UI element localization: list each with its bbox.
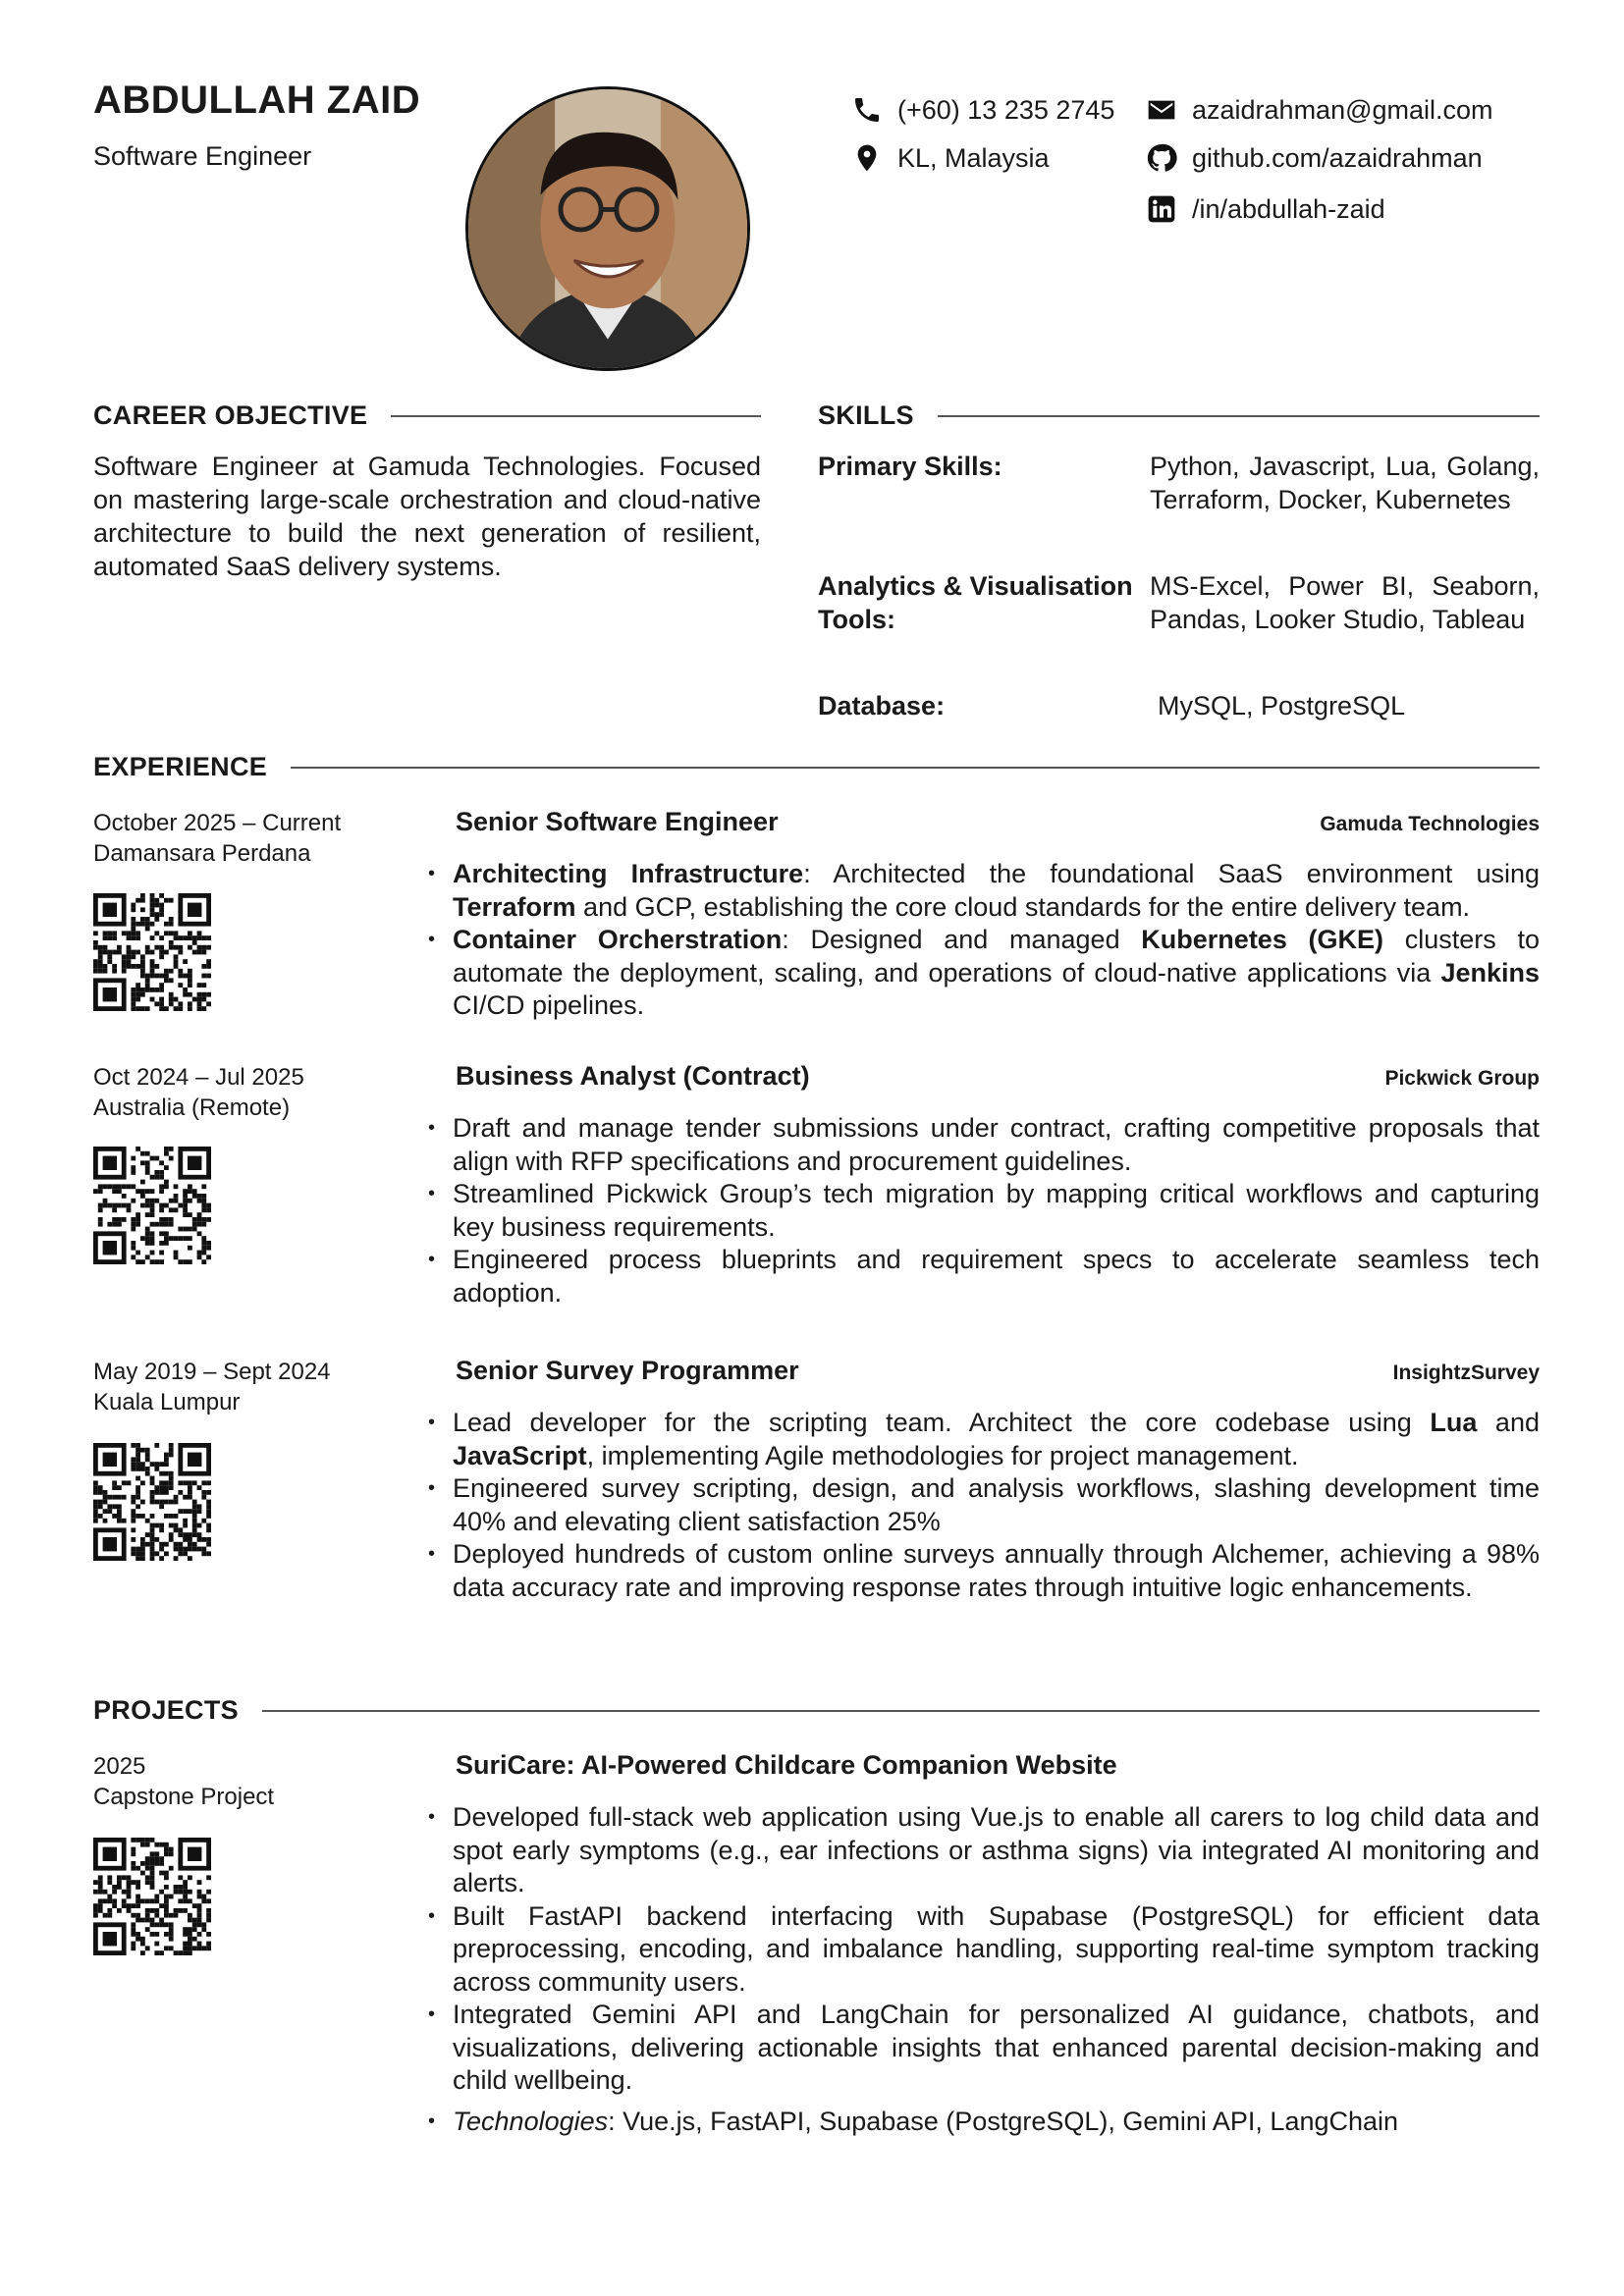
skill-label: Database:: [818, 691, 946, 721]
job-meta: [93, 808, 341, 869]
linkedin-icon: [1145, 192, 1178, 226]
section-divider: [391, 415, 761, 417]
candidate-title: Software Engineer: [93, 141, 312, 171]
phone-icon: [850, 93, 884, 127]
job-title: Senior Software Engineer: [456, 807, 779, 836]
skill-row-database: [818, 689, 1540, 722]
bullet-item: • Integrated Gemini API and LangChain for personalized AI guidance, chatbots, and visualizations, delivering actionable insights that enhanced parental decision-making and child wellbeing.: [428, 1999, 1540, 2098]
job-meta: [93, 1357, 331, 1417]
qr-code-icon: [93, 1147, 211, 1264]
bullet-item: • Lead developer for the scripting team. Architect the core codebase using Lua and JavaScript, implementing Agile methodologies for project management.: [428, 1407, 1540, 1472]
section-header-skills: [818, 400, 1540, 431]
linkedin-link[interactable]: /in/abdullah-zaid: [1192, 193, 1385, 224]
bullet-item: • Technologies: Vue.js, FastAPI, Supabase (PostgreSQL), Gemini API, LangChain: [428, 2106, 1540, 2139]
email-link[interactable]: azaidrahman@gmail.com: [1192, 94, 1493, 125]
job-dates: May 2019 – Sept 2024: [93, 1359, 331, 1385]
skill-label: Analytics & Visualisation Tools:: [818, 571, 1133, 634]
section-title: SKILLS: [818, 400, 914, 430]
contact-location: [850, 141, 1050, 175]
bullet-item: • Streamlined Pickwick Group’s tech migration by mapping critical workflows and capturing key business requirements.: [428, 1178, 1540, 1244]
project-title: SuriCare: AI-Powered Childcare Companion Website: [456, 1750, 1117, 1780]
section-header-experience: [93, 752, 1540, 782]
map-pin-icon: [850, 141, 884, 175]
section-header-objective: [93, 400, 761, 431]
section-title: CAREER OBJECTIVE: [93, 400, 368, 430]
objective-text: Software Engineer at Gamuda Technologies. Focused on mastering large-scale orchestration and cloud-native architecture to build the next generation of resilient, automated SaaS delivery systems.: [93, 452, 761, 581]
contact-email[interactable]: [1145, 93, 1493, 127]
skill-value: MS-Excel, Power BI, Seaborn, Pandas, Looker Studio, Tableau: [1150, 571, 1540, 634]
phone-number: (+60) 13 235 2745: [897, 94, 1115, 125]
contact-phone: [850, 93, 1114, 127]
github-link[interactable]: github.com/azaidrahman: [1192, 142, 1483, 173]
job-location: Damansara Perdana: [93, 840, 311, 867]
qr-code-icon: [93, 1838, 211, 1955]
section-title: EXPERIENCE: [93, 752, 268, 781]
bullet-item: • Engineered survey scripting, design, and analysis workflows, slashing development time 40% and elevating client satisfaction 25%: [428, 1472, 1540, 1538]
profile-photo: [465, 86, 750, 371]
section-header-projects: [93, 1695, 1540, 1726]
section-divider: [262, 1710, 1540, 1712]
contact-github[interactable]: [1145, 141, 1483, 175]
contact-linkedin[interactable]: [1145, 192, 1385, 226]
bullet-item: • Draft and manage tender submissions under contract, crafting competitive proposals that align with RFP specifications and procurement guidelines.: [428, 1112, 1540, 1178]
section-title: PROJECTS: [93, 1695, 239, 1725]
job-company: Pickwick Group: [1384, 1067, 1540, 1090]
job-dates: October 2025 – Current: [93, 810, 342, 836]
job-location: Australia (Remote): [93, 1095, 291, 1121]
bullet-item: • Engineered process blueprints and requirement specs to accelerate seamless tech adoption.: [428, 1244, 1540, 1309]
skill-row-primary: [818, 450, 1540, 516]
project-bullets: [428, 1801, 1540, 2138]
project-meta: [93, 1751, 274, 1812]
section-divider: [291, 767, 1540, 769]
profile-photo-illustration: [468, 89, 747, 368]
candidate-name: ABDULLAH ZAID: [93, 79, 421, 122]
job-title: Business Analyst (Contract): [456, 1061, 810, 1091]
skill-label: Primary Skills:: [818, 452, 1002, 481]
bullet-item: • Container Orcherstration: Designed and managed Kubernetes (GKE) clusters to automate the deployment, scaling, and operations of cloud-native applications via Jenkins CI/CD pipelines.: [428, 924, 1540, 1023]
bullet-item: • Architecting Infrastructure: Architected the foundational SaaS environment using Terraform and GCP, establishing the core cloud standards for the entire delivery team.: [428, 858, 1540, 924]
skill-value: MySQL, PostgreSQL: [1158, 691, 1406, 721]
qr-code-icon: [93, 1443, 211, 1561]
job-bullets: [428, 1112, 1540, 1309]
project-type: Capstone Project: [93, 1784, 275, 1810]
envelope-icon: [1145, 93, 1178, 127]
job-location: Kuala Lumpur: [93, 1389, 241, 1415]
job-company: InsightzSurvey: [1392, 1362, 1540, 1384]
job-bullets: [428, 1407, 1540, 1604]
job-title: Senior Survey Programmer: [456, 1356, 799, 1385]
job-company: Gamuda Technologies: [1320, 813, 1540, 835]
qr-code-icon: [93, 893, 211, 1011]
bullet-item: • Developed full-stack web application using Vue.js to enable all carers to log child data and spot early symptoms (e.g., ear infections or asthma signs) via integrated AI monitoring and alerts.: [428, 1801, 1540, 1900]
section-divider: [938, 415, 1540, 417]
location-text: KL, Malaysia: [897, 142, 1050, 173]
skill-value: Python, Javascript, Lua, Golang, Terraform, Docker, Kubernetes: [1150, 452, 1540, 514]
job-bullets: [428, 858, 1540, 1023]
bullet-item: • Deployed hundreds of custom online surveys annually through Alchemer, achieving a 98% data accuracy rate and improving response rates through intuitive logic enhancements.: [428, 1538, 1540, 1604]
bullet-item: • Built FastAPI backend interfacing with Supabase (PostgreSQL) for efficient data preprocessing, encoding, and imbalance handling, supporting real-time symptom tracking across community users.: [428, 1900, 1540, 2000]
job-dates: Oct 2024 – Jul 2025: [93, 1064, 304, 1091]
skill-row-analytics: [818, 569, 1540, 636]
project-year: 2025: [93, 1753, 146, 1780]
github-icon: [1145, 141, 1178, 175]
job-meta: [93, 1062, 304, 1123]
